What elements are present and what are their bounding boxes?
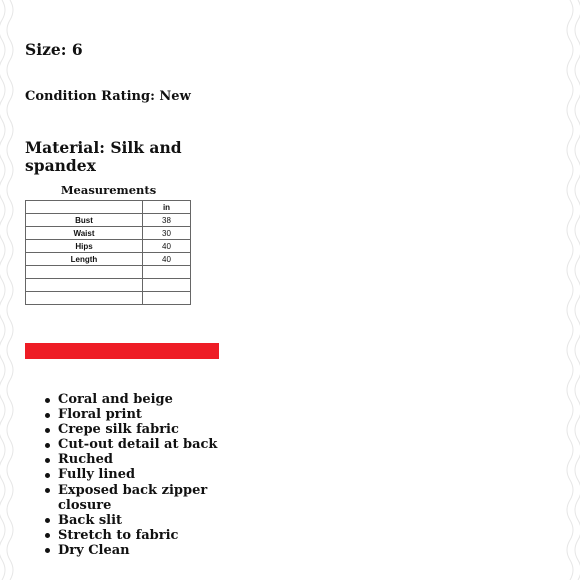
- list-item: Floral print: [58, 407, 238, 422]
- measure-label: Bust: [26, 214, 143, 227]
- list-item: Dry Clean: [58, 543, 238, 558]
- list-item: Fully lined: [58, 467, 238, 482]
- list-item: Ruched: [58, 452, 238, 467]
- list-item: Stretch to fabric: [58, 528, 238, 543]
- measurements-title: Measurements: [60, 183, 157, 197]
- condition-rating: Condition Rating: New: [25, 89, 191, 104]
- measure-value: [143, 266, 191, 279]
- measure-label: Hips: [26, 240, 143, 253]
- table-row: [26, 253, 191, 266]
- measure-value: 40: [143, 240, 191, 253]
- table-header-row: [26, 201, 191, 214]
- measure-value: 30: [143, 227, 191, 240]
- measure-label: Length: [26, 253, 143, 266]
- table-row: [26, 227, 191, 240]
- feature-list: [25, 392, 238, 558]
- list-item: Exposed back zipper closure: [58, 483, 238, 513]
- measure-label: [26, 266, 143, 279]
- measure-label: Waist: [26, 227, 143, 240]
- measure-value: 40: [143, 253, 191, 266]
- red-divider-bar: [25, 343, 219, 359]
- measure-label: [26, 292, 143, 305]
- material-heading: Material: Silk and spandex: [25, 138, 182, 175]
- measure-label: [26, 279, 143, 292]
- measure-value: 38: [143, 214, 191, 227]
- table-row: [26, 292, 191, 305]
- measurements-table: [25, 200, 191, 305]
- list-item: Crepe silk fabric: [58, 422, 238, 437]
- measure-value: [143, 292, 191, 305]
- list-item: Cut-out detail at back: [58, 437, 238, 452]
- unit-header: in: [143, 201, 191, 214]
- size-heading: Size: 6: [25, 40, 83, 59]
- right-decorative-border: [558, 0, 580, 580]
- table-row: [26, 279, 191, 292]
- table-cell: [26, 201, 143, 214]
- list-item: Back slit: [58, 513, 238, 528]
- table-row: [26, 266, 191, 279]
- measure-value: [143, 279, 191, 292]
- left-decorative-border: [0, 0, 22, 580]
- table-row: [26, 214, 191, 227]
- table-row: [26, 240, 191, 253]
- list-item: Coral and beige: [58, 392, 238, 407]
